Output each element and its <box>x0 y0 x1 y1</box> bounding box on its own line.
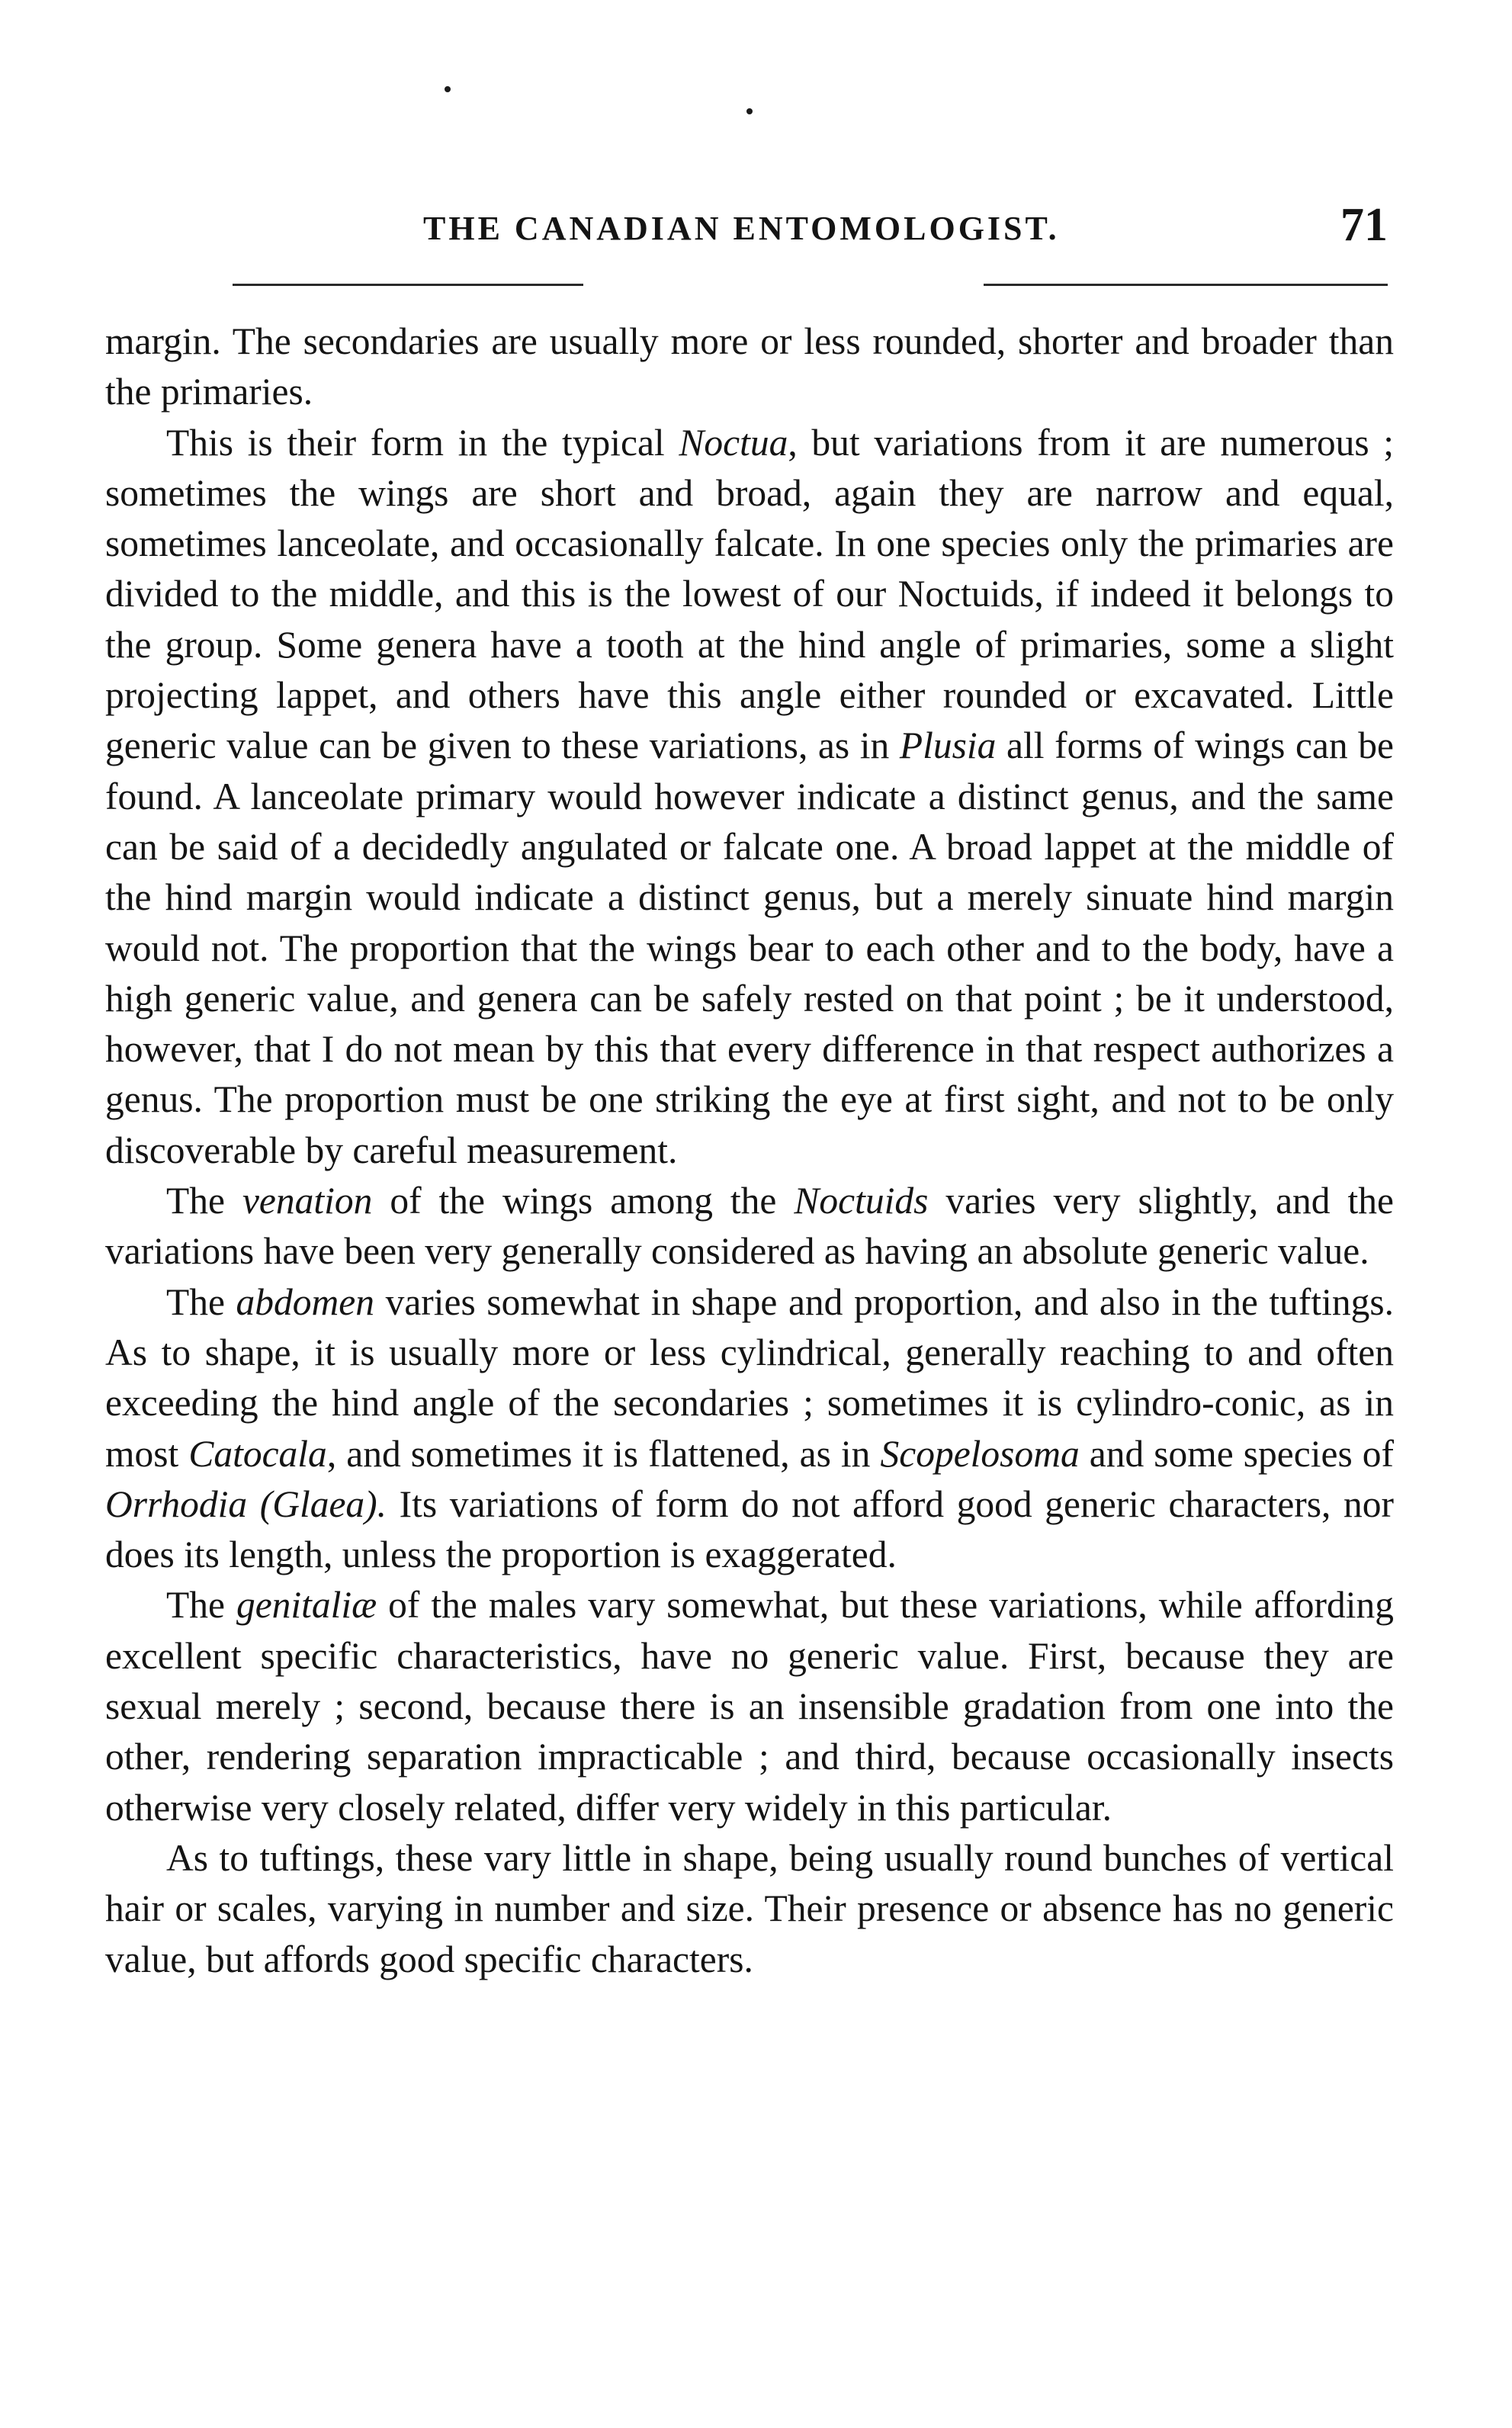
genus-name: Catocala <box>188 1432 327 1475</box>
emphasis-term: genitaliæ <box>236 1584 377 1627</box>
page-mark-dot <box>746 108 753 114</box>
header-rule-right <box>984 284 1388 286</box>
text-run: Its variations of form do not afford good generic characters, nor does its length, unless the proportion is exaggerated. <box>105 1482 1394 1576</box>
page-number: 71 <box>1340 199 1388 251</box>
text-run: The <box>166 1180 242 1222</box>
text-run: all forms of wings can be found. A lanceolate primary would however indicate a distinct genus, and the same can be said of a decidedly angulated or falcate one. A broad lappet at the middle of the hind margin would indicate a distinct genus, but a merely sinuate hind margin would not. The proportion that the wings bear to each other and to the body, have a high generic value, and genera can be safely rested on that point ; be it understood, however, that I do not mean by this that every difference in that respect authorizes a genus. The proportion must be one striking the eye at first sight, and not to be only discoverable by careful measurement. <box>105 724 1394 1171</box>
paragraph <box>105 418 1394 1176</box>
paragraph <box>105 316 1394 418</box>
paragraph <box>105 1833 1394 1985</box>
text-run: The <box>166 1280 236 1323</box>
text-run: , but variations from it are numerous ; sometimes the wings are short and broad, again they are narrow and equal, sometimes lanceolate, and occasionally falcate. In one species only the primaries are divided to the middle, and this is the lowest of our Noctuids, if indeed it belongs to the group. Some genera have a tooth at the hind angle of primaries, some a slight projecting lappet, and others have this angle either rounded or excavated. Little generic value can be given to these variations, as in <box>105 421 1395 767</box>
page-mark-dot <box>445 86 451 92</box>
text-run: The <box>166 1584 236 1627</box>
body-text <box>105 316 1394 1985</box>
emphasis-term: abdomen <box>236 1280 374 1323</box>
running-header <box>114 192 1388 261</box>
text-run: As to tuftings, these vary little in shape, being usually round bunches of vertical hair or scales, varying in number and size. Their presence or absence has no generic value, but affords good specific characters. <box>105 1836 1394 1980</box>
running-title: THE CANADIAN ENTOMOLOGIST. <box>423 210 1060 247</box>
genus-name: Orrhodia (Glaea). <box>105 1482 387 1525</box>
text-run: varies very slightly, and the variations have been very generally considered as having an absolute generic value. <box>105 1180 1395 1273</box>
header-rule-left <box>233 284 583 286</box>
paragraph <box>105 1277 1394 1581</box>
text-run: and some species of <box>1079 1432 1394 1475</box>
genus-name: Scopelosoma <box>880 1432 1080 1475</box>
paragraph <box>105 1176 1394 1277</box>
emphasis-term: Noctuids <box>794 1180 929 1222</box>
genus-name: Plusia <box>899 724 997 767</box>
text-run: margin. The secondaries are usually more or less rounded, shorter and broader than the primaries. <box>105 320 1394 413</box>
emphasis-term: venation <box>242 1180 373 1222</box>
text-run: of the wings among the <box>372 1180 795 1222</box>
text-run: This is their form in the typical <box>166 421 679 464</box>
paragraph <box>105 1580 1394 1832</box>
genus-name: Noctua <box>679 421 788 464</box>
text-run: , and sometimes it is flattened, as in <box>326 1432 881 1475</box>
text-run: of the males vary somewhat, but these variations, while affording excellent specific characteristics, have no generic value. First, because they are sexual merely ; second, because there is an insensible gradation from one into the other, rendering separation impracticable ; and third, because occasionally insects otherwise very closely related, differ very widely in this particular. <box>105 1584 1394 1829</box>
text-run: varies somewhat in shape and proportion, and also in the tuftings. As to shape, it is usually more or less cylindrical, generally reaching to and often exceeding the hind angle of the secondaries ; sometimes it is cylindro-conic, as in most <box>105 1280 1394 1475</box>
